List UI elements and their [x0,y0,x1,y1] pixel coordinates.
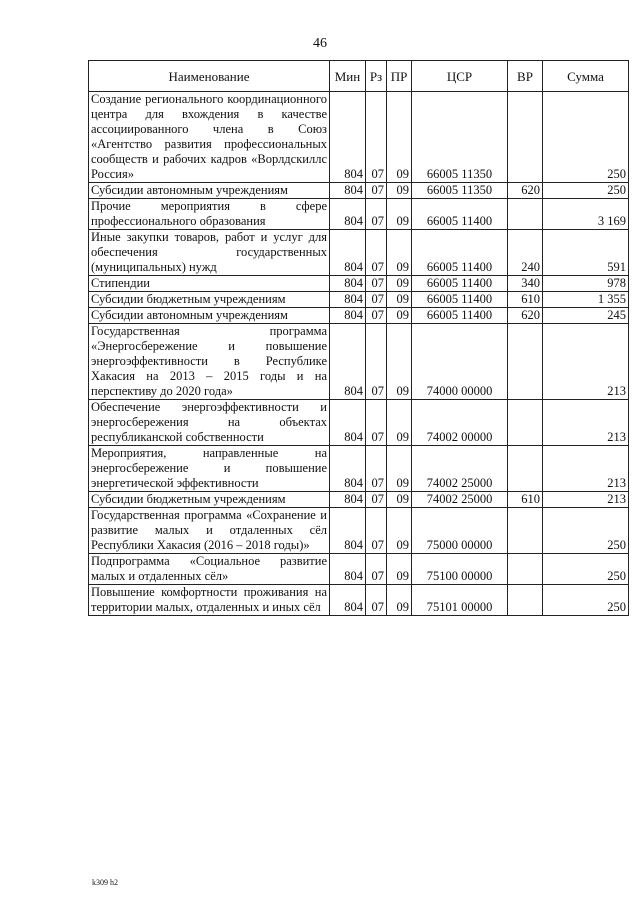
table-row [89,324,629,400]
cell-csr: 74000 00000 [412,324,508,400]
cell-min: 804 [330,400,366,446]
cell-pr: 09 [387,92,412,183]
cell-name: Обеспечение энергоэффективности и энергосбережения на объектах республиканской собственности [89,400,330,446]
cell-sum: 250 [543,183,629,199]
cell-csr: 75100 00000 [412,554,508,585]
column-header-csr: ЦСР [412,61,508,92]
cell-name: Создание регионального координационного центра для вхождения в качестве ассоциированного члена в Союз «Агентство развития профессиональных сообществ и рабочих кадров «Ворлдскиллс Россия» [89,92,330,183]
cell-rz: 07 [366,292,387,308]
cell-min: 804 [330,183,366,199]
cell-rz: 07 [366,92,387,183]
cell-csr: 75101 00000 [412,585,508,616]
cell-name: Субсидии автономным учреждениям [89,183,330,199]
cell-pr: 09 [387,183,412,199]
cell-sum: 245 [543,308,629,324]
cell-pr: 09 [387,554,412,585]
cell-rz: 07 [366,324,387,400]
cell-vr [508,554,543,585]
table-row [89,92,629,183]
cell-min: 804 [330,92,366,183]
cell-pr: 09 [387,492,412,508]
cell-name: Субсидии автономным учреждениям [89,308,330,324]
cell-rz: 07 [366,492,387,508]
cell-name: Иные закупки товаров, работ и услуг для обеспечения государственных (муниципальных) нужд [89,230,330,276]
cell-min: 804 [330,292,366,308]
table-row [89,554,629,585]
cell-pr: 09 [387,276,412,292]
cell-vr: 620 [508,183,543,199]
cell-csr: 66005 11350 [412,183,508,199]
cell-sum: 978 [543,276,629,292]
cell-vr [508,92,543,183]
table-row [89,400,629,446]
cell-csr: 74002 00000 [412,400,508,446]
cell-rz: 07 [366,585,387,616]
cell-name: Стипендии [89,276,330,292]
cell-min: 804 [330,324,366,400]
cell-vr [508,585,543,616]
cell-csr: 66005 11400 [412,230,508,276]
cell-min: 804 [330,199,366,230]
cell-pr: 09 [387,324,412,400]
cell-rz: 07 [366,508,387,554]
cell-name: Повышение комфортности проживания на территории малых, отдаленных и иных сёл [89,585,330,616]
table-row [89,446,629,492]
cell-pr: 09 [387,400,412,446]
table-row [89,230,629,276]
cell-rz: 07 [366,446,387,492]
cell-sum: 213 [543,446,629,492]
page-number: 46 [313,36,327,51]
column-header-name: Наименование [89,61,330,92]
cell-min: 804 [330,230,366,276]
column-header-pr: ПР [387,61,412,92]
cell-min: 804 [330,585,366,616]
budget-table [88,60,629,616]
cell-vr: 340 [508,276,543,292]
cell-csr: 66005 11400 [412,276,508,292]
cell-rz: 07 [366,183,387,199]
cell-name: Субсидии бюджетным учреждениям [89,492,330,508]
cell-sum: 250 [543,508,629,554]
cell-sum: 3 169 [543,199,629,230]
cell-pr: 09 [387,230,412,276]
cell-sum: 591 [543,230,629,276]
cell-csr: 75000 00000 [412,508,508,554]
cell-sum: 213 [543,492,629,508]
table-row [89,183,629,199]
cell-pr: 09 [387,199,412,230]
cell-sum: 250 [543,554,629,585]
footer-code: k309 h2 [92,878,118,887]
cell-rz: 07 [366,276,387,292]
cell-vr [508,508,543,554]
cell-min: 804 [330,446,366,492]
cell-min: 804 [330,276,366,292]
cell-pr: 09 [387,308,412,324]
cell-pr: 09 [387,585,412,616]
table-row [89,199,629,230]
cell-name: Мероприятия, направленные на энергосбережение и повышение энергетической эффективности [89,446,330,492]
column-header-sum: Сумма [543,61,629,92]
cell-vr [508,324,543,400]
cell-rz: 07 [366,308,387,324]
cell-csr: 66005 11400 [412,308,508,324]
cell-csr: 74002 25000 [412,446,508,492]
cell-sum: 213 [543,400,629,446]
cell-pr: 09 [387,446,412,492]
cell-pr: 09 [387,292,412,308]
cell-csr: 66005 11400 [412,292,508,308]
cell-pr: 09 [387,508,412,554]
cell-rz: 07 [366,230,387,276]
cell-sum: 213 [543,324,629,400]
cell-rz: 07 [366,554,387,585]
cell-sum: 1 355 [543,292,629,308]
cell-vr: 610 [508,292,543,308]
cell-name: Субсидии бюджетным учреждениям [89,292,330,308]
table-row [89,585,629,616]
cell-rz: 07 [366,199,387,230]
cell-csr: 74002 25000 [412,492,508,508]
table-row [89,508,629,554]
cell-name: Прочие мероприятия в сфере профессионального образования [89,199,330,230]
cell-vr: 240 [508,230,543,276]
cell-csr: 66005 11400 [412,199,508,230]
cell-vr [508,400,543,446]
cell-vr [508,446,543,492]
cell-min: 804 [330,492,366,508]
cell-name: Государственная программа «Сохранение и развитие малых и отдаленных сёл Республики Хакасия (2016 – 2018 годы)» [89,508,330,554]
table-row [89,292,629,308]
column-header-min: Мин [330,61,366,92]
cell-rz: 07 [366,400,387,446]
table-header-row [89,61,629,92]
cell-vr: 620 [508,308,543,324]
cell-sum: 250 [543,585,629,616]
cell-vr [508,199,543,230]
cell-sum: 250 [543,92,629,183]
cell-min: 804 [330,308,366,324]
cell-min: 804 [330,554,366,585]
column-header-vr: ВР [508,61,543,92]
cell-csr: 66005 11350 [412,92,508,183]
table-row [89,276,629,292]
table-row [89,492,629,508]
cell-name: Государственная программа «Энергосбережение и повышение энергоэффективности в Республике Хакасия на 2013 – 2015 годы и на перспективу до 2020 года» [89,324,330,400]
cell-vr: 610 [508,492,543,508]
column-header-rz: Рз [366,61,387,92]
table-row [89,308,629,324]
cell-name: Подпрограмма «Социальное развитие малых и отдаленных сёл» [89,554,330,585]
cell-min: 804 [330,508,366,554]
